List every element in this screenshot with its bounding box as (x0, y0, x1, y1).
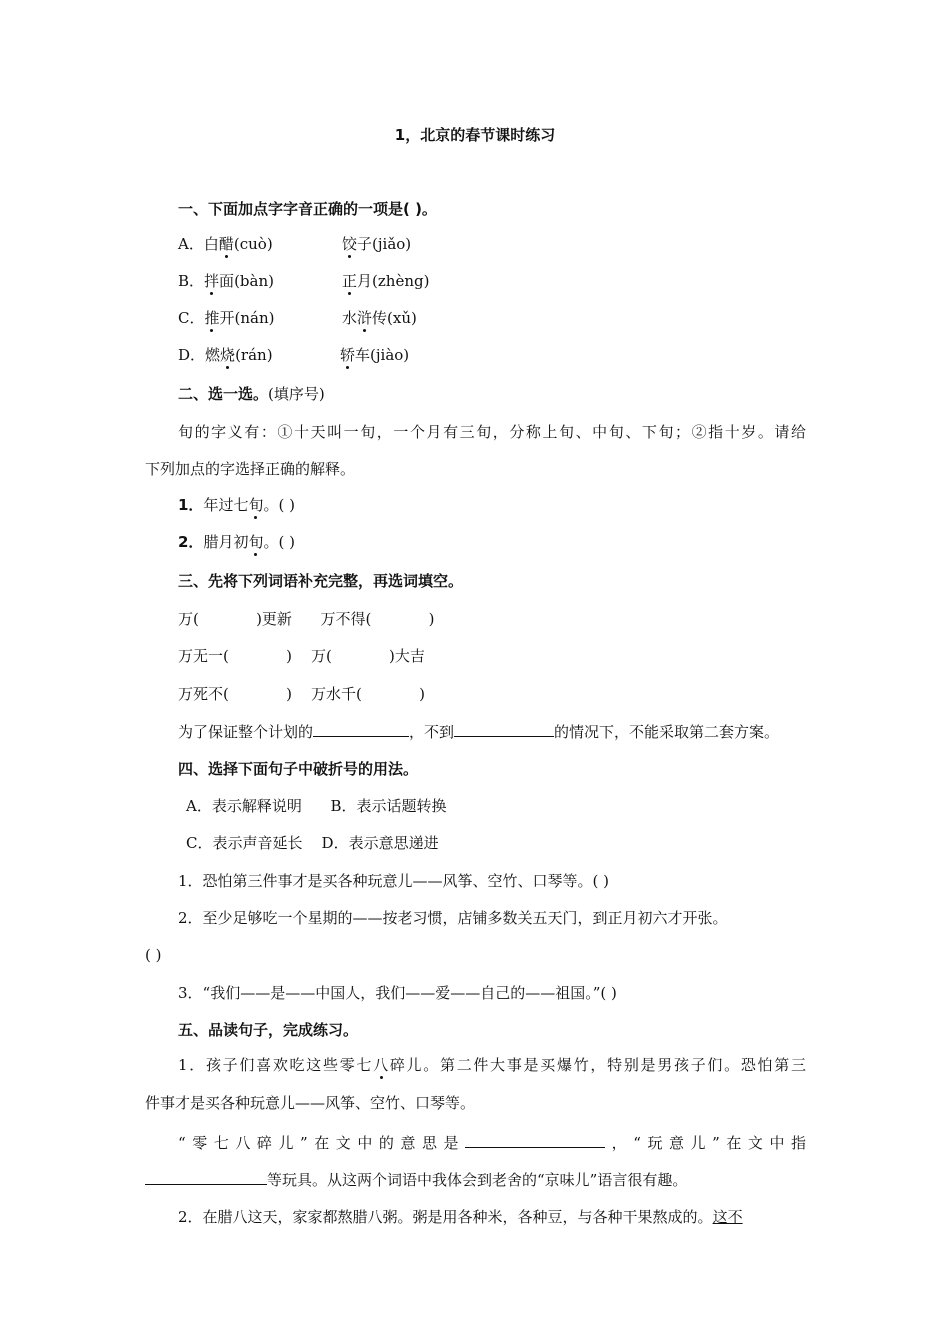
idiom-row-2: 万无一( ) 万( )大吉 (178, 647, 425, 665)
dash-usage-options-1: A．表示解释说明 B．表示话题转换 (186, 797, 447, 815)
answer-blank[interactable] (454, 720, 554, 737)
section3-heading: 三、先将下列词语补充完整，再选词填空。 (178, 572, 464, 590)
section2-question-1: 1．年过七旬。( ) (178, 496, 295, 514)
option-d: D．燃烧(rán) (178, 346, 273, 364)
section2-heading: 二、选一选。(填序号) (178, 385, 325, 403)
section5-fill-line2: 等玩具。从这两个词语中我体会到老舍的“京味儿”语言很有趣。 (145, 1168, 687, 1191)
section2-paragraph-line2: 下列加点的字选择正确的解释。 (145, 460, 356, 478)
section5-fill-line1: “零七八碎儿”在文中的意思是 ，“玩意儿”在文中指 (178, 1131, 806, 1154)
section5-passage-2-line1: 2．在腊八这天，家家都熬腊八粥。粥是用各种米，各种豆，与各种干果熬成的。这不 (178, 1208, 743, 1226)
section5-passage-1-line2: 件事才是买各种玩意儿——风筝、空竹、口琴等。 (145, 1094, 476, 1112)
fill-sentence: 为了保证整个计划的 ，不到 的情况下，不能采取第二套方案。 (178, 720, 779, 743)
section4-question-1: 1．恐怕第三件事才是买各种玩意儿——风筝、空竹、口琴等。( ) (178, 872, 610, 890)
option-c-second: 水浒传(xǔ) (342, 309, 417, 327)
option-a: A．白醋(cuò) (178, 235, 273, 253)
section1-heading: 一、下面加点字字音正确的一项是( )。 (178, 200, 437, 218)
page-title: 1，北京的春节课时练习 (394, 126, 556, 144)
section4-heading: 四、选择下面句子中破折号的用法。 (178, 760, 419, 778)
idiom-row-3: 万死不( ) 万水千( ) (178, 685, 425, 703)
idiom-row-1: 万( )更新 万不得( ) (178, 610, 435, 628)
dash-usage-options-2: C．表示声音延长 D．表示意思递进 (186, 834, 439, 852)
section4-question-3: 3．“我们——是——中国人，我们——爱——自己的——祖国。”( ) (178, 984, 617, 1002)
option-a-second: 饺子(jiǎo) (342, 235, 412, 253)
answer-blank[interactable] (145, 1168, 267, 1185)
answer-blank[interactable] (313, 720, 409, 737)
option-c: C．推开(nán) (178, 309, 275, 327)
option-b: B．拌面(bàn) (178, 272, 274, 290)
section4-question-2: 2．至少足够吃一个星期的——按老习惯，店铺多数关五天门，到正月初六才开张。 (178, 909, 728, 927)
section4-question-2-answer: ( ) (145, 946, 162, 964)
option-d-second: 轿车(jiào) (340, 346, 410, 364)
section5-passage-1-line1: 1．孩子们喜欢吃这些零七八碎儿。第二件大事是买爆竹，特别是男孩子们。恐怕第三 (178, 1056, 806, 1074)
answer-blank[interactable] (465, 1131, 605, 1148)
section5-heading: 五、品读句子，完成练习。 (178, 1021, 359, 1039)
section2-paragraph-line1: 旬的字义有：①十天叫一旬，一个月有三旬，分称上旬、中旬、下旬；②指十岁。请给 (178, 423, 806, 441)
option-b-second: 正月(zhèng) (342, 272, 430, 290)
section2-question-2: 2．腊月初旬。( ) (178, 533, 295, 551)
